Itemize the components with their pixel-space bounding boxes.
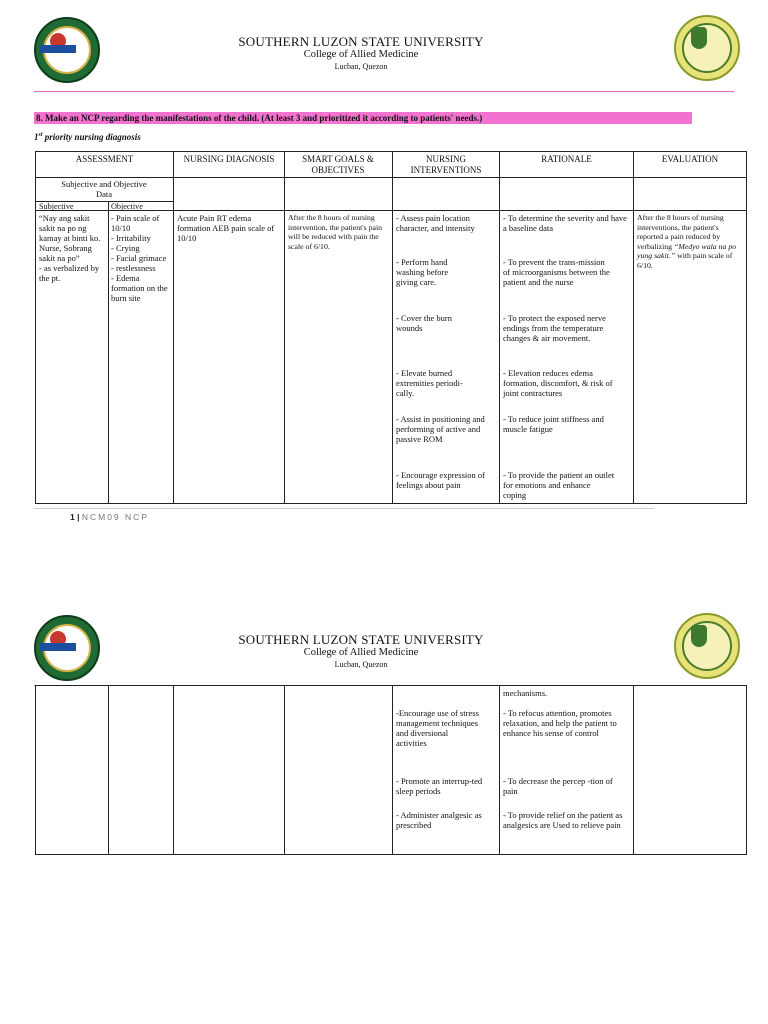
rationale-item: - To determine the severity and have a baseline data	[503, 213, 627, 233]
university-seal-logo	[34, 17, 100, 83]
rationale-continued: mechanisms.	[503, 688, 548, 698]
header-nursing-diagnosis: NURSING DIAGNOSIS	[183, 154, 275, 164]
header-evaluation: EVALUATION	[661, 154, 719, 164]
footer-divider	[34, 508, 654, 509]
header-rationale: RATIONALE	[541, 154, 592, 164]
college-seal-logo	[674, 613, 740, 679]
intervention-item: - Elevate burned extremities periodi-cally.	[396, 368, 463, 398]
header-divider	[34, 91, 734, 92]
subheader-subjective-objective: Subjective and Objective Data	[61, 179, 147, 199]
priority-heading: 1st priority nursing diagnosis	[34, 132, 141, 142]
label-objective: Objective	[111, 202, 143, 211]
rationale-item: - To prevent the trans-mission of microorganisms between the patient and the nurse	[503, 257, 610, 287]
header-assessment: ASSESSMENT	[75, 154, 134, 164]
label-subjective: Subjective	[39, 202, 74, 211]
intervention-item: -Encourage use of stress management techniques and diversional activities	[396, 708, 479, 748]
intervention-item: - Assist in positioning and performing of active and passive ROM	[396, 414, 485, 444]
rationale-item: - To decrease the percep -tion of pain	[503, 776, 613, 796]
intervention-item: - Cover the burn wounds	[396, 313, 452, 333]
intervention-item: - Assess pain location character, and intensity	[396, 213, 475, 233]
page-header	[0, 598, 768, 690]
rationale-item: - To provide the patient an outlet for emotions and enhance coping	[503, 470, 615, 500]
rationale-item: - To provide relief on the patient as analgesics are Used to relieve pain	[503, 810, 623, 830]
ncp-table	[35, 151, 747, 504]
location: Lucban, Quezon	[334, 62, 388, 71]
rationale-item: - To protect the exposed nerve endings from the temperature changes & air movement.	[503, 313, 606, 343]
college-seal-logo	[674, 15, 740, 81]
university-name: SOUTHERN LUZON STATE UNIVERSITY	[238, 34, 484, 49]
rationale-item: - Elevation reduces edema formation, discomfort, & risk of joint contractures	[503, 368, 613, 398]
ncp-table-continued	[35, 685, 747, 855]
university-seal-logo	[34, 615, 100, 681]
instruction-highlight: 8. Make an NCP regarding the manifestations of the child. (At least 3 and prioritized it according to patients' needs.)	[34, 112, 692, 124]
nursing-diagnosis: Acute Pain RT edema formation AEB pain scale of 10/10	[177, 213, 275, 243]
objective-data: - Pain scale of 10/10 - Irritability - Crying - Facial grimace - restlessness - Edema formation on the burn site	[111, 213, 168, 303]
intervention-item: - Perform hand washing before giving care.	[396, 257, 449, 287]
intervention-item: - Encourage expression of feelings about pain	[396, 470, 485, 490]
rationale-item: - To refocus attention, promotes relaxation, and help the patient to enhance his sense of control	[503, 708, 617, 738]
smart-goals: After the 8 hours of nursing intervention, the patient's pain will be reduced with pain the scale of 6/10.	[288, 213, 383, 251]
header-nursing-interventions: NURSING INTERVENTIONS	[410, 154, 482, 175]
rationale-item: - To reduce joint stiffness and muscle fatigue	[503, 414, 604, 434]
header-smart-goals: SMART GOALS & OBJECTIVES	[302, 154, 374, 175]
page-header	[0, 0, 768, 92]
subjective-data: “Nay ang sakit sakit na po ng kamay at binti ko. Nurse, Sobrang sakit na po” - as verbalized by the pt.	[39, 213, 101, 283]
page-footer: 1 | NCM09 NCP	[70, 512, 149, 522]
evaluation: After the 8 hours of nursing interventions, the patient's reported a pain reduced by verbalizing “Medyo wala na po yung sakit.” with pain scale of 6/10.	[637, 213, 737, 270]
university-name: SOUTHERN LUZON STATE UNIVERSITY	[238, 632, 484, 647]
page-2	[0, 598, 768, 878]
intervention-item: - Administer analgesic as prescribed	[396, 810, 482, 830]
location: Lucban, Quezon	[334, 660, 388, 669]
college-name: College of Allied Medicine	[303, 49, 419, 60]
intervention-item: - Promote an interrup-ted sleep periods	[396, 776, 483, 796]
college-name: College of Allied Medicine	[303, 647, 419, 658]
